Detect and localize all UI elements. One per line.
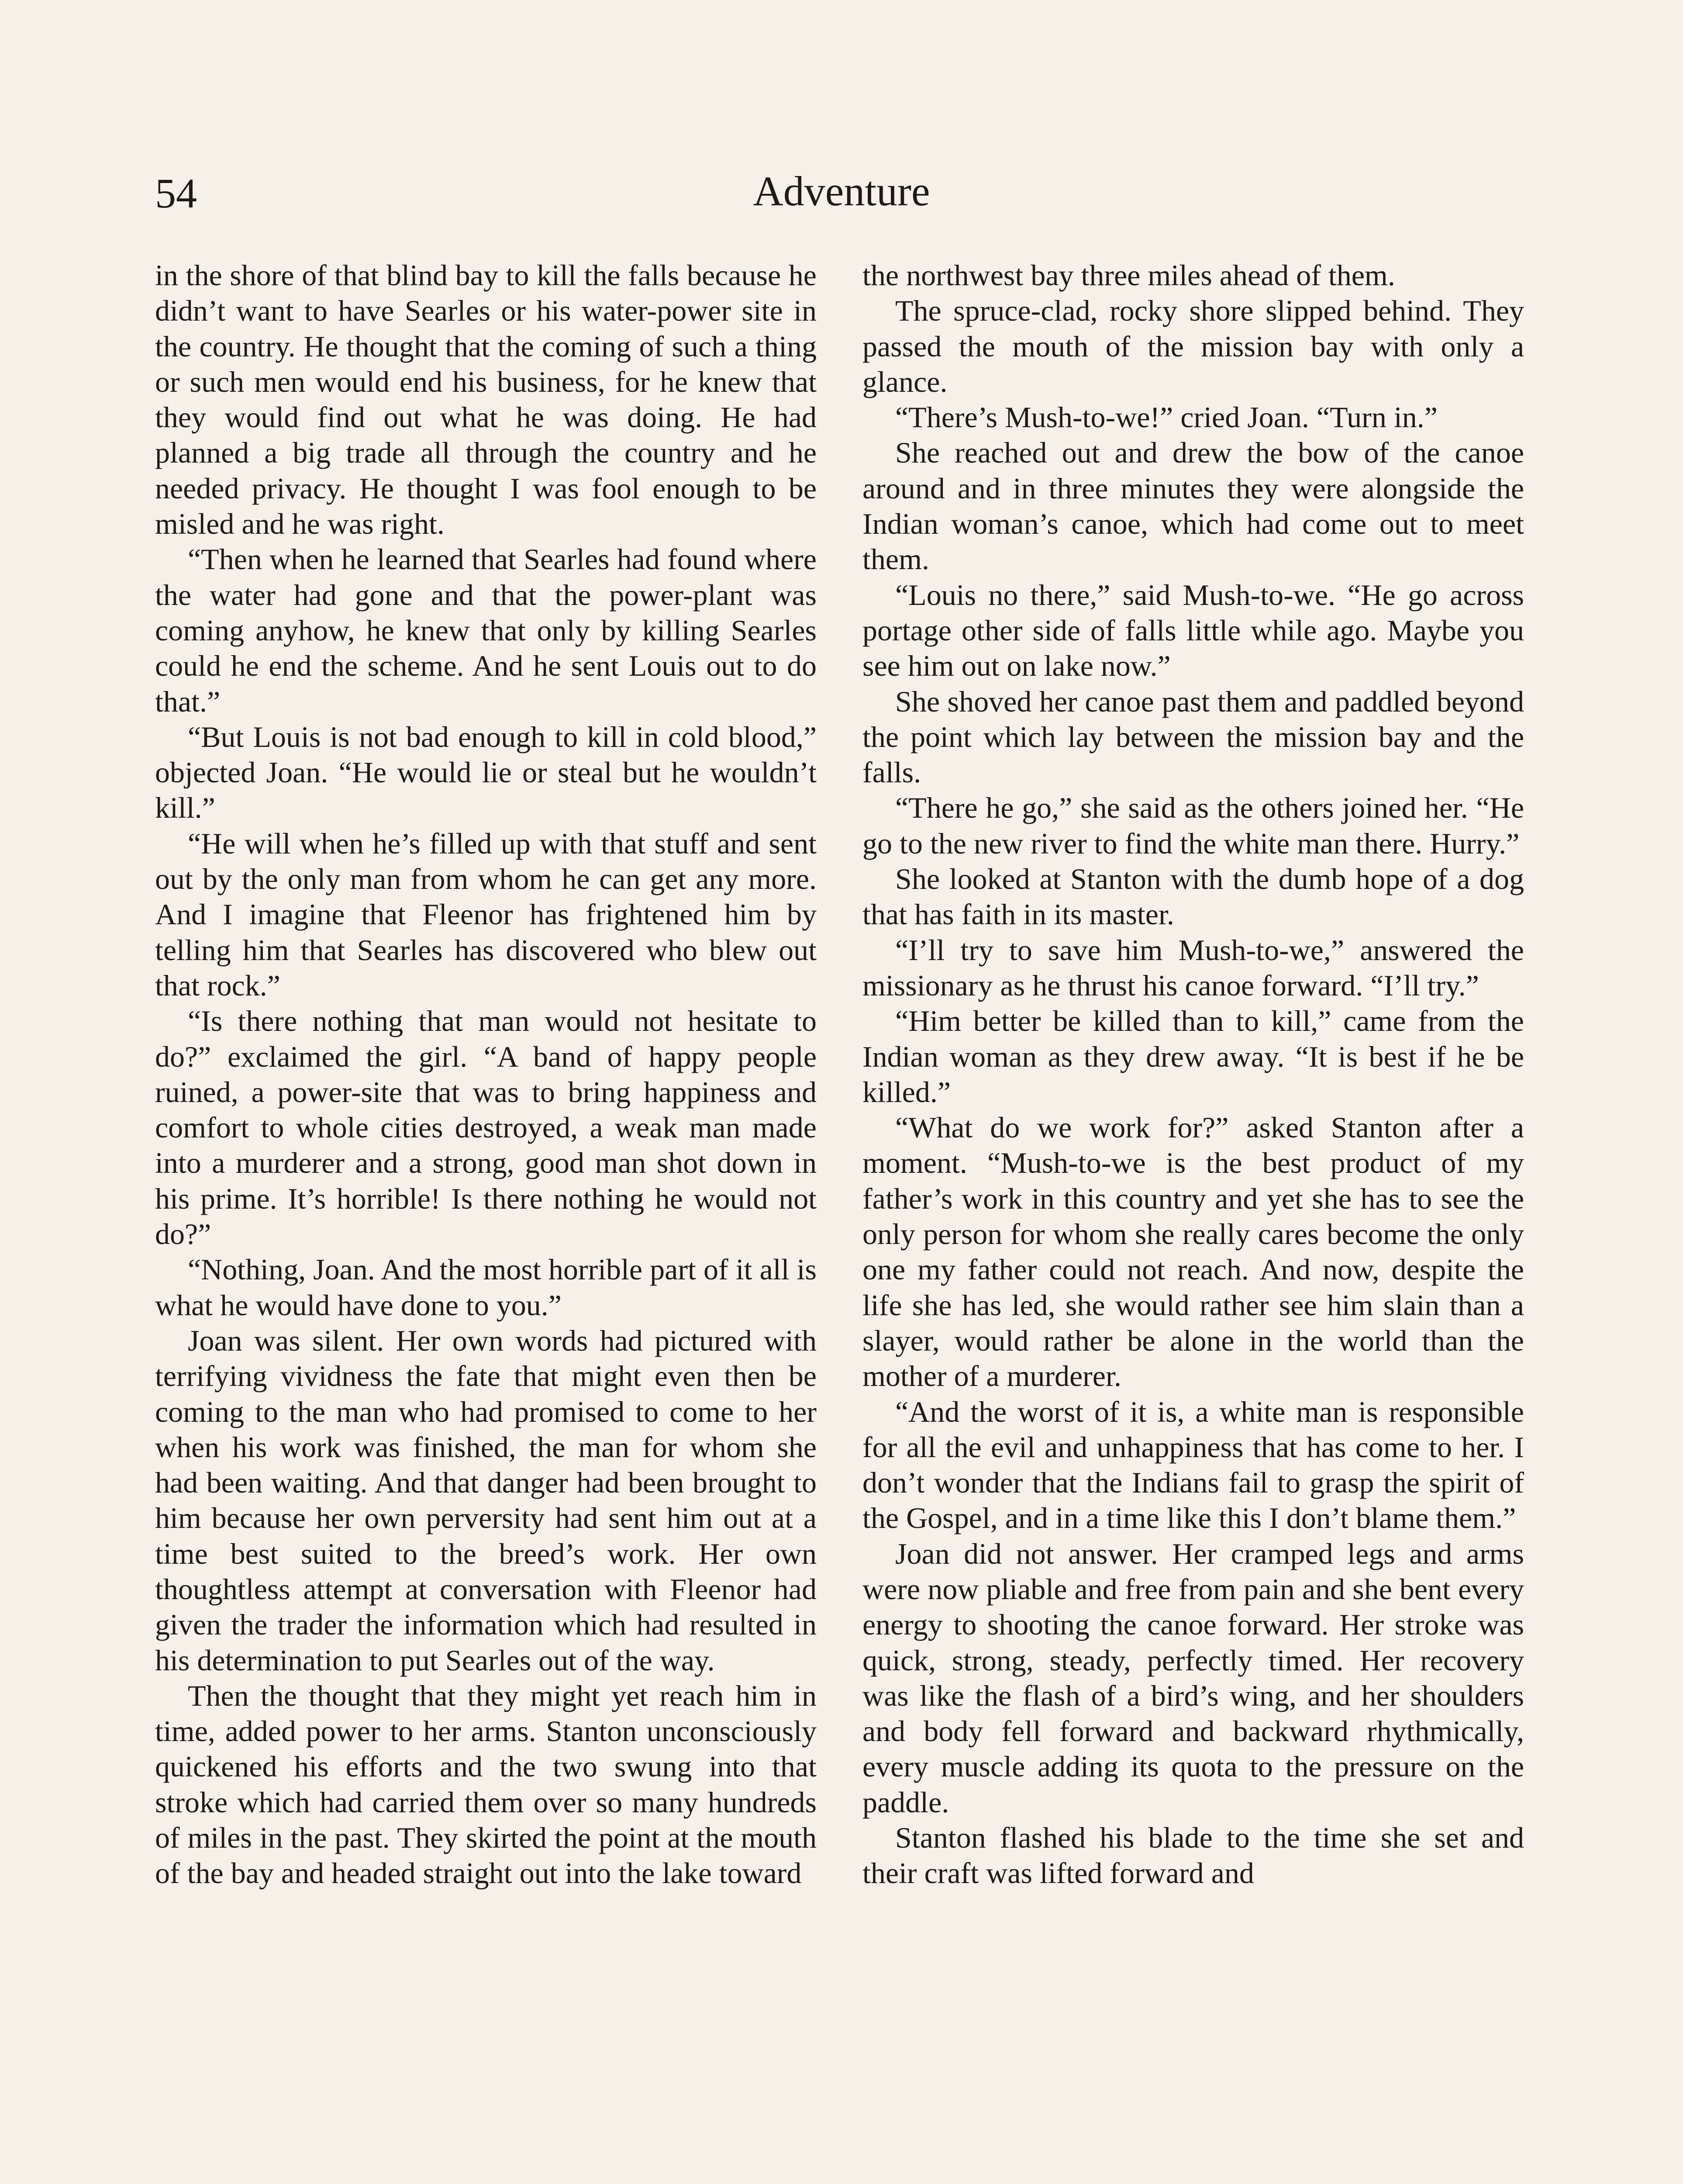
paragraph: “I’ll try to save him Mush-to-we,” answered the missionary as he thrust his canoe forward. “I’ll try.” — [862, 933, 1524, 1002]
paragraph: “Louis no there,” said Mush-to-we. “He go across portage other side of falls little while ago. Maybe you see him out on lake now.” — [862, 578, 1524, 683]
paragraph: Joan did not answer. Her cramped legs and arms were now pliable and free from pain and she bent every energy to shooting the canoe forward. Her stroke was quick, strong, steady, perfectly timed. Her recovery was like the flash of a bird’s wing, and her shoulders and body fell forward and backward rhythmically, every muscle adding its quota to the pressure on the paddle. — [862, 1537, 1524, 1819]
paragraph: “There’s Mush-to-we!” cried Joan. “Turn in.” — [895, 401, 1438, 434]
page-number: 54 — [155, 170, 197, 217]
paragraph: “Nothing, Joan. And the most horrible part of it all is what he would have done to you.” — [155, 1253, 817, 1322]
left-column — [155, 258, 817, 1891]
paragraph: She reached out and drew the bow of the canoe around and in three minutes they were alongside the Indian woman’s canoe, which had come out to meet them. — [862, 436, 1524, 576]
paragraph: “And the worst of it is, a white man is responsible for all the evil and unhappiness that has come to her. I don’t wonder that the Indians fail to grasp the spirit of the Gospel, and in a time like this I don’t blame them.” — [862, 1395, 1524, 1535]
paragraph: Stanton flashed his blade to the time she set and their craft was lifted forward and — [862, 1821, 1524, 1890]
paragraph: “There he go,” she said as the others joined her. “He go to the new river to find the white man there. Hurry.” — [862, 791, 1524, 860]
paragraph: Joan was silent. Her own words had pictured with terrifying vividness the fate that might even then be coming to the man who had promised to come to her when his work was finished, the man for whom she had been waiting. And that danger had been brought to him because her own perversity had sent him out at a time best suited to the breed’s work. Her own thoughtless attempt at conversation with Fleenor had given the trader the information which had resulted in his determination to put Searles out of the way. — [155, 1324, 817, 1677]
paragraph: “Is there nothing that man would not hesitate to do?” exclaimed the girl. “A band of happy people ruined, a power-site that was to bring happiness and comfort to whole cities destroyed, a weak man made into a murderer and a strong, good man shot down in his prime. It’s horrible! Is there nothing he would not do?” — [155, 1004, 817, 1251]
paragraph: “Him better be killed than to kill,” came from the Indian woman as they drew away. “It is best if he be killed.” — [862, 1004, 1524, 1109]
paragraph: “What do we work for?” asked Stanton after a moment. “Mush-to-we is the best product of my father’s work in this country and yet she has to see the only person for whom she really cares become the only one my father could not reach. And now, despite the life she has led, she would rather see him slain than a slayer, would rather be alone in the world than the mother of a murderer. — [862, 1111, 1524, 1393]
paragraph: She shoved her canoe past them and paddled beyond the point which lay between the mission bay and the falls. — [862, 684, 1524, 789]
paragraph: The spruce-clad, rocky shore slipped behind. They passed the mouth of the mission bay with only a glance. — [862, 294, 1524, 398]
paragraph: “But Louis is not bad enough to kill in cold blood,” objected Joan. “He would lie or steal but he wouldn’t kill.” — [155, 720, 817, 825]
paragraph: “He will when he’s filled up with that stuff and sent out by the only man from whom he can get any more. And I imagine that Fleenor has frightened him by telling him that Searles has discovered who blew out that rock.” — [155, 826, 817, 1002]
paragraph: the northwest bay three miles ahead of them. — [862, 259, 1395, 292]
paragraph: “Then when he learned that Searles had found where the water had gone and that the power-plant was coming anyhow, he knew that only by killing Searles could he end the scheme. And he sent Louis out to do that.” — [155, 543, 817, 718]
running-title: Adventure — [753, 168, 930, 214]
paragraph: Then the thought that they might yet reach him in time, added power to her arms. Stanton unconsciously quickened his efforts and the two swung into that stroke which had carried them over so many hundreds of miles in the past. They skirted the point at the mouth of the bay and headed straight out into the lake toward — [155, 1679, 817, 1890]
paragraph: in the shore of that blind bay to kill the falls because he didn’t want to have Searles or his water-power site in the country. He thought that the coming of such a thing or such men would end his business, for he knew that they would find out what he was doing. He had planned a big trade all through the country and he needed privacy. He thought I was fool enough to be misled and he was right. — [155, 259, 817, 541]
right-column — [862, 258, 1524, 1891]
paragraph: She looked at Stanton with the dumb hope of a dog that has faith in its master. — [862, 862, 1524, 931]
